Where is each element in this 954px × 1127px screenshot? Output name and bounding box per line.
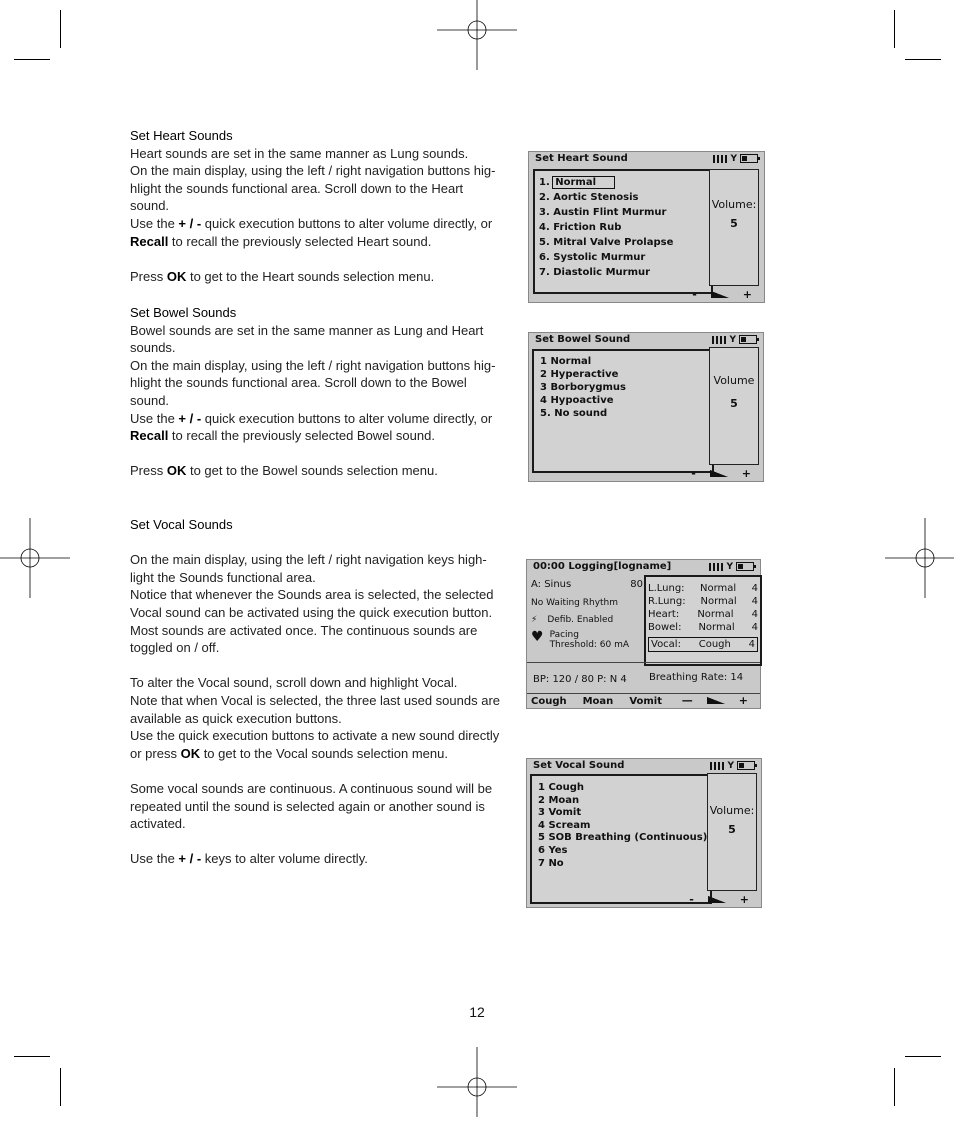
crop-mark xyxy=(14,59,50,60)
heart-section xyxy=(130,127,502,285)
paragraph: Bowel sounds are set in the same manner as Lung and Heart sounds. xyxy=(130,322,484,356)
volume-wedge-icon xyxy=(708,896,726,903)
screen-title: Set Bowel Sound xyxy=(535,334,631,345)
paragraph: On the main display, using the left / right navigation keys high-light the Sounds functional area. xyxy=(130,552,487,585)
sound-volume: 4 xyxy=(748,639,755,650)
list-item[interactable]: 2 Hyperactive xyxy=(540,369,619,380)
screen-title-bar xyxy=(527,560,760,576)
volume-value: 5 xyxy=(730,397,738,410)
volume-label: Volume xyxy=(713,374,755,387)
list-item[interactable]: 4 Scream xyxy=(538,819,591,831)
crop-mark xyxy=(905,59,941,60)
paragraph: Press OK to get to the Heart sounds selection menu. xyxy=(130,268,435,284)
volume-wedge-icon xyxy=(710,470,728,477)
plus-button[interactable]: + xyxy=(742,288,752,301)
screen-title: 00:00 Logging[logname] xyxy=(533,561,672,572)
bottom-controls xyxy=(692,288,752,301)
plus-minus-key: + / - xyxy=(178,410,202,426)
plus-button[interactable]: + xyxy=(741,467,751,480)
heart-rate: 80 xyxy=(630,579,643,590)
vocal-section xyxy=(130,516,502,868)
vocal-row-selected[interactable] xyxy=(648,637,758,652)
list-item[interactable]: 5. No sound xyxy=(540,408,608,419)
vocal-sound-screen xyxy=(526,758,762,908)
section-heading: Set Heart Sounds xyxy=(130,128,233,143)
breathing-field[interactable]: Breathing Rate: 14 xyxy=(649,672,744,683)
volume-panel xyxy=(709,169,759,286)
paragraph: Use the + / - quick execution buttons to alter volume directly, or Recall to recall the previously selected Bowel sound. xyxy=(130,410,493,444)
status-icons xyxy=(712,335,757,344)
plus-button[interactable]: + xyxy=(739,893,749,906)
paragraph: Some vocal sounds are continuous. A continuous sound will be repeated until the sound is selected again or another sound is activated. xyxy=(130,780,493,832)
plus-minus-key: + / - xyxy=(178,215,202,231)
list-item[interactable]: 6. Systolic Murmur xyxy=(539,252,646,263)
screen-title: Set Vocal Sound xyxy=(533,760,625,771)
paragraph: To alter the Vocal sound, scroll down and highlight Vocal. xyxy=(130,675,458,691)
paragraph: On the main display, using the left / right navigation buttons hig-hlight the sounds functional area. Scroll down to the Bowel sound. xyxy=(130,357,496,408)
list-item[interactable]: 1 Cough xyxy=(538,782,585,793)
list-item[interactable]: 3 Borborygmus xyxy=(540,382,626,393)
volume-wedge-icon xyxy=(707,697,725,704)
recall-key: Recall xyxy=(130,428,169,444)
screen-title: Set Heart Sound xyxy=(535,153,628,164)
paragraph: Use the + / - quick execution buttons to alter volume directly, or Recall to recall the previously selected Heart sound. xyxy=(130,215,493,249)
screen-title-bar xyxy=(529,152,764,168)
pacing-label: Pacing xyxy=(549,630,579,640)
page-number: 12 xyxy=(469,1004,485,1020)
sound-value: Normal xyxy=(698,622,735,633)
pacing-threshold: Threshold: 60 mA xyxy=(549,640,630,650)
selected-item[interactable]: Normal xyxy=(553,177,614,188)
battery-icon xyxy=(736,562,754,571)
bp-field[interactable]: BP: 120 / 80 P: N 4 xyxy=(533,674,627,685)
status-icons xyxy=(710,761,755,770)
sound-value: Normal xyxy=(697,609,734,620)
crop-mark xyxy=(894,10,895,48)
crop-mark xyxy=(60,1068,61,1106)
divider xyxy=(527,662,760,663)
registration-mark-icon xyxy=(885,518,954,598)
list-item[interactable]: 2. Aortic Stenosis xyxy=(539,192,639,203)
plus-button[interactable]: + xyxy=(738,694,748,707)
sound-label: Heart: xyxy=(648,609,680,620)
registration-mark-icon xyxy=(437,0,517,70)
volume-value: 5 xyxy=(728,823,736,836)
signal-bars-icon xyxy=(713,155,727,163)
list-item[interactable]: 2 Moan xyxy=(538,794,580,806)
sounds-panel[interactable] xyxy=(644,575,762,666)
battery-icon xyxy=(739,335,757,344)
signal-bars-icon xyxy=(712,336,726,344)
bottom-controls xyxy=(691,467,751,480)
list-item[interactable]: 5. Mitral Valve Prolapse xyxy=(539,237,674,248)
crop-mark xyxy=(60,10,61,48)
list-item[interactable]: 4 Hypoactive xyxy=(540,395,614,406)
minus-button[interactable]: - xyxy=(691,467,696,480)
registration-mark-icon xyxy=(0,518,70,598)
cardiac-panel[interactable] xyxy=(531,578,643,660)
quick-button-cough[interactable]: Cough xyxy=(531,696,567,707)
sound-volume: 4 xyxy=(751,622,758,633)
sound-list xyxy=(532,349,714,473)
status-icons xyxy=(713,154,758,163)
heart-sound-screen xyxy=(528,151,765,303)
sound-volume: 4 xyxy=(751,596,758,607)
quick-buttons xyxy=(531,696,662,707)
list-item[interactable]: 1 Normal xyxy=(540,356,592,367)
paragraph: Heart sounds are set in the same manner as Lung sounds. xyxy=(130,145,469,161)
bottom-controls xyxy=(689,893,749,906)
minus-button[interactable]: - xyxy=(692,288,697,301)
volume-label: Volume: xyxy=(709,804,755,817)
bowel-section xyxy=(130,304,502,480)
list-item[interactable]: 7. Diastolic Murmur xyxy=(539,267,651,278)
sound-value: Normal xyxy=(700,596,737,607)
status-icons xyxy=(709,562,754,571)
sound-volume: 4 xyxy=(751,583,758,594)
section-heading: Set Vocal Sounds xyxy=(130,517,233,532)
list-item[interactable]: 3 Vomit xyxy=(538,807,582,819)
waiting-rhythm: No Waiting Rhythm xyxy=(531,598,619,608)
volume-panel xyxy=(707,773,757,891)
volume-wedge-icon xyxy=(711,291,729,298)
antenna-icon: Y xyxy=(729,334,736,345)
sound-value: Cough xyxy=(698,639,731,650)
paragraph: Use the quick execution buttons to activate a new sound directly or press OK to get to the Vocal sounds selection menu. xyxy=(130,728,500,761)
paragraph: Note that when Vocal is selected, the three last used sounds are available as quick execution buttons. xyxy=(130,692,501,726)
list-item[interactable]: 5 SOB Breathing (Continuous) xyxy=(538,832,708,844)
defib-status: Defib. Enabled xyxy=(547,615,614,625)
rhythm-label: A: Sinus xyxy=(531,579,572,590)
sound-value: Normal xyxy=(699,583,737,594)
list-item[interactable]: 1. Normal xyxy=(539,175,707,190)
volume-controls xyxy=(682,694,748,707)
crop-mark xyxy=(894,1068,895,1106)
volume-panel xyxy=(709,347,759,465)
minus-button[interactable]: — xyxy=(681,694,693,707)
list-item[interactable]: 4. Friction Rub xyxy=(539,222,622,233)
crop-mark xyxy=(14,1056,50,1057)
list-item[interactable]: 7 No xyxy=(538,857,564,869)
list-item[interactable]: 3. Austin Flint Murmur xyxy=(539,207,667,218)
sound-label: R.Lung: xyxy=(648,596,686,607)
paragraph: On the main display, using the left / right navigation buttons hig-hlight the sounds functional area. Scroll down to the Heart sound. xyxy=(130,163,496,214)
signal-bars-icon xyxy=(709,563,723,571)
signal-bars-icon xyxy=(710,762,724,770)
paragraph: Press OK to get to the Bowel sounds selection menu. xyxy=(130,463,438,479)
antenna-icon: Y xyxy=(726,561,733,572)
antenna-icon: Y xyxy=(727,760,734,771)
ok-key: OK xyxy=(180,745,201,761)
battery-icon xyxy=(740,154,758,163)
crop-mark xyxy=(905,1056,941,1057)
quick-button-vomit[interactable]: Vomit xyxy=(629,696,663,707)
antenna-icon: Y xyxy=(730,153,737,164)
registration-mark-icon xyxy=(437,1047,517,1127)
sound-list xyxy=(533,169,713,294)
sound-label: Vocal: xyxy=(651,639,681,650)
lightning-icon: ⚡ xyxy=(531,615,538,625)
paragraph: Notice that whenever the Sounds area is selected, the selected Vocal sound can be activated using the quick execution button. Most sounds are activated once. The continuous sounds are toggled on / off. xyxy=(130,587,494,656)
sound-label: L.Lung: xyxy=(648,583,685,594)
pacing-heart-icon: ♥ xyxy=(531,629,544,645)
bowel-sound-screen xyxy=(528,332,764,482)
plus-minus-key: + / - xyxy=(178,851,202,867)
volume-label: Volume: xyxy=(711,198,757,211)
sound-label: Bowel: xyxy=(648,622,682,633)
sound-list xyxy=(530,774,712,904)
battery-icon xyxy=(737,761,755,770)
volume-value: 5 xyxy=(730,217,738,230)
ok-key: OK xyxy=(166,463,187,479)
ok-key: OK xyxy=(166,268,187,284)
recall-key: Recall xyxy=(130,233,169,249)
list-item[interactable]: 6 Yes xyxy=(538,844,568,856)
main-display-screen xyxy=(526,559,761,709)
quick-button-moan[interactable]: Moan xyxy=(582,696,614,707)
sound-volume: 4 xyxy=(751,609,758,620)
paragraph: Use the + / - keys to alter volume directly. xyxy=(130,851,368,867)
section-heading: Set Bowel Sounds xyxy=(130,305,237,320)
minus-button[interactable]: - xyxy=(689,893,694,906)
